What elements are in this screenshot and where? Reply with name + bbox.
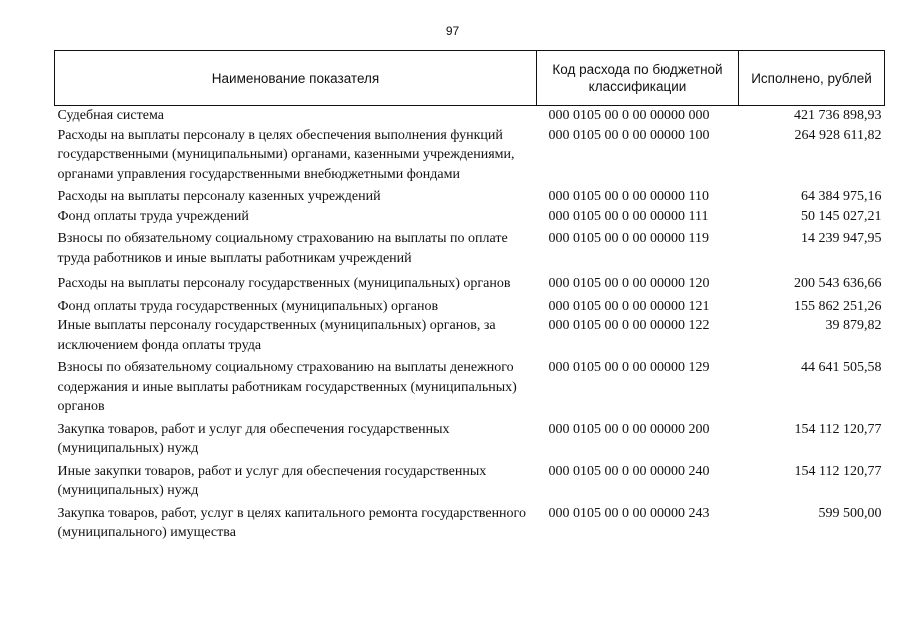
row-name: Судебная система <box>57 108 164 123</box>
row-amount: 64 384 975,16 <box>801 189 882 204</box>
row-code: 000 0105 00 0 00 00000 119 <box>548 231 709 246</box>
table-row <box>55 268 885 294</box>
table-header <box>55 51 885 106</box>
row-name: Расходы на выплаты персоналу казенных учреждений <box>57 189 381 204</box>
row-name: Фонд оплаты труда государственных (муниципальных) органов <box>57 298 439 314</box>
row-amount: 264 928 611,82 <box>794 127 882 143</box>
row-amount: 39 879,82 <box>825 318 882 333</box>
header-indicator-name: Наименование показателя <box>55 51 537 106</box>
row-name: Расходы на выплаты персоналу государственных (муниципальных) органов <box>57 276 511 291</box>
table-row <box>55 226 885 268</box>
row-name: Закупка товаров, работ и услуг для обеспечения государственных (муниципальных) нужд <box>57 421 450 456</box>
row-amount: 421 736 898,93 <box>794 108 882 123</box>
row-code: 000 0105 00 0 00 00000 122 <box>548 318 710 333</box>
row-name: Расходы на выплаты персоналу в целях обеспечения выполнения функций государственными (муниципальными) органами, казенными учреждениями, органами управления государственными внебюджетными фондами <box>57 127 515 182</box>
row-code: 000 0105 00 0 00 00000 121 <box>548 298 710 314</box>
row-amount: 599 500,00 <box>818 505 882 521</box>
row-amount: 154 112 120,77 <box>794 421 882 437</box>
table-row <box>55 459 885 501</box>
row-code: 000 0105 00 0 00 00000 200 <box>548 421 710 437</box>
row-code: 000 0105 00 0 00 00000 100 <box>548 127 710 143</box>
table-row <box>55 126 885 185</box>
row-name: Иные закупки товаров, работ и услуг для обеспечения государственных (муниципальных) нужд <box>57 463 487 498</box>
row-amount: 200 543 636,66 <box>794 276 882 291</box>
page-number: 97 <box>445 24 460 38</box>
table-row <box>55 417 885 459</box>
row-amount: 50 145 027,21 <box>801 208 882 224</box>
table-row <box>55 355 885 417</box>
row-name: Взносы по обязательному социальному страхованию на выплаты денежного содержания и иные выплаты работникам государственных (муниципальных) органов <box>57 360 517 414</box>
row-name: Фонд оплаты труда учреждений <box>57 208 249 224</box>
row-amount: 154 112 120,77 <box>794 463 882 479</box>
row-code: 000 0105 00 0 00 00000 111 <box>548 208 709 224</box>
budget-execution-table <box>54 50 885 543</box>
table-row <box>55 184 885 207</box>
row-amount: 44 641 505,58 <box>801 360 882 375</box>
row-code: 000 0105 00 0 00 00000 000 <box>548 108 710 123</box>
header-budget-code: Код расхода по бюджетной классификации <box>537 51 739 106</box>
row-code: 000 0105 00 0 00 00000 120 <box>548 276 710 291</box>
table-row <box>55 207 885 227</box>
row-code: 000 0105 00 0 00 00000 110 <box>548 189 709 204</box>
row-code: 000 0105 00 0 00 00000 240 <box>548 463 710 479</box>
table-row <box>55 501 885 543</box>
row-code: 000 0105 00 0 00 00000 129 <box>548 360 710 375</box>
row-name: Иные выплаты персоналу государственных (муниципальных) органов, за исключением фонда оплаты труда <box>57 318 496 353</box>
table-row <box>55 294 885 317</box>
row-code: 000 0105 00 0 00 00000 243 <box>548 505 710 521</box>
header-row <box>55 51 885 106</box>
row-amount: 155 862 251,26 <box>794 298 882 314</box>
table-body <box>55 106 885 543</box>
row-name: Закупка товаров, работ, услуг в целях капитального ремонта государственного (муниципального) имущества <box>57 505 526 540</box>
row-amount: 14 239 947,95 <box>801 231 882 246</box>
table-row <box>55 316 885 355</box>
header-executed-amount: Исполнено, рублей <box>739 51 885 106</box>
row-name: Взносы по обязательному социальному страхованию на выплаты по оплате труда работников и иные выплаты работникам учреждений <box>57 231 508 266</box>
table-row <box>55 106 885 126</box>
